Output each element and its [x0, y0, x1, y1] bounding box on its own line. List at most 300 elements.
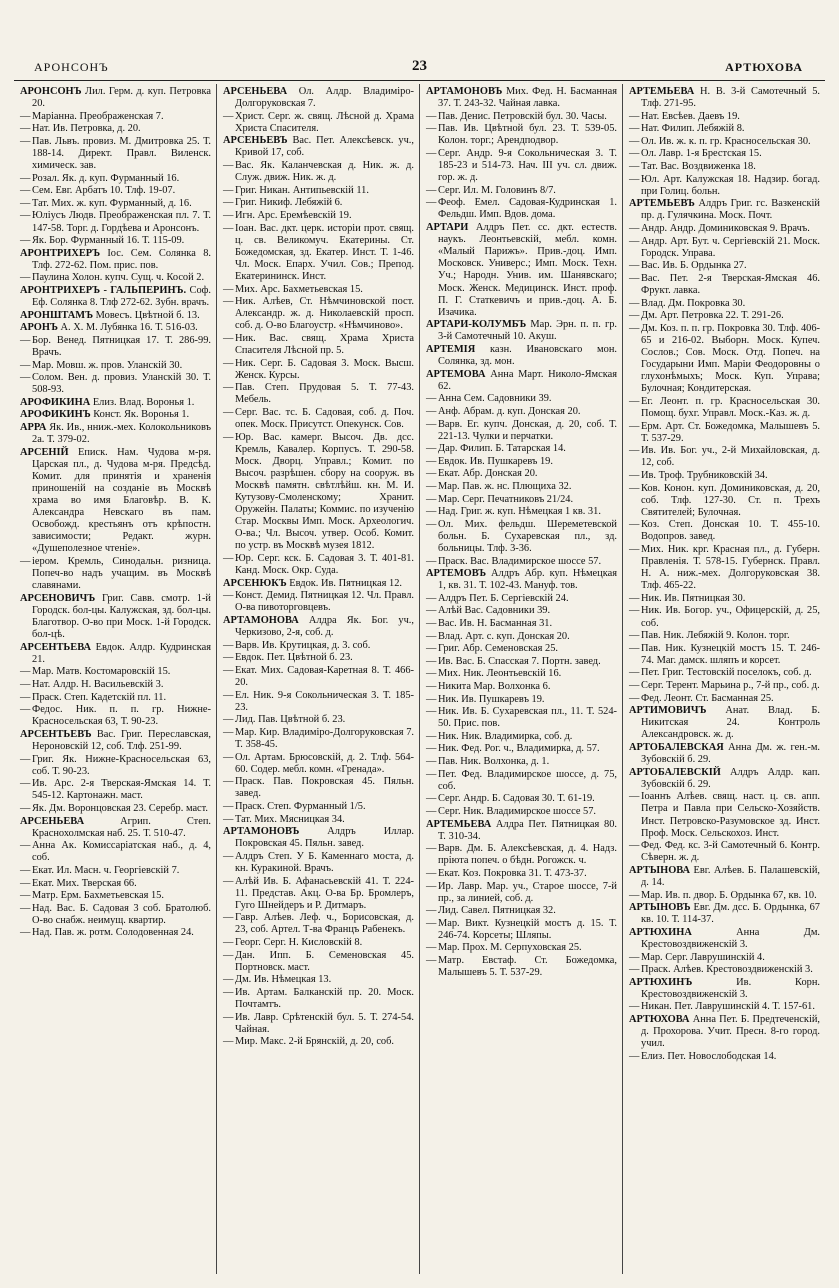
- surname-heading: АРТЕМОВЪ: [426, 568, 487, 580]
- dash-marker: —: [629, 791, 640, 803]
- directory-entry: [629, 544, 820, 592]
- dash-marker: —: [20, 753, 31, 765]
- directory-entry: [223, 801, 414, 813]
- entry-text: Евдок. Алдр. Кудринская 21.: [32, 641, 211, 665]
- running-head-right: АРТЮХОВА: [725, 60, 803, 74]
- directory-entry: [20, 803, 211, 815]
- directory-entry: [223, 333, 414, 357]
- dash-marker: —: [426, 730, 437, 742]
- dash-marker: —: [20, 185, 31, 197]
- dash-marker: —: [426, 668, 437, 680]
- directory-entry: [20, 111, 211, 123]
- directory-entry: [426, 222, 617, 319]
- entry-text: Праск. Степ. Кадетскій пл. 11.: [32, 691, 167, 703]
- directory-entry: [426, 443, 617, 455]
- entry-text: Соф. Еф. Солянка 8. Тлф 272-62. Зубн. врачъ.: [32, 285, 211, 309]
- entry-text: Федос. Ник. п. п. гр. Нижне-Красносельская 63, Т. 90-23.: [32, 704, 211, 728]
- entry-text: Мар. Матв. Костомаровскій 15.: [32, 666, 171, 678]
- entry-text: Ол. Артам. Брюсовскій, д. 2. Тлф. 564-60. Содер. мебл. комн. «Гренада».: [235, 751, 414, 775]
- directory-entry: [20, 704, 211, 728]
- directory-entry: [629, 1014, 820, 1050]
- directory-entry: [20, 729, 211, 753]
- dash-marker: —: [20, 123, 31, 135]
- column-4: [622, 84, 825, 1274]
- entry-text: Як. Ив., нниж.-мех. Колокольниковъ 2а. Т. 379-02.: [32, 422, 211, 446]
- dash-marker: —: [629, 148, 640, 160]
- dash-marker: —: [223, 639, 234, 651]
- directory-entry: [20, 447, 211, 556]
- dash-marker: —: [223, 332, 234, 344]
- entry-text: Маріанна. Преображенская 7.: [32, 110, 164, 122]
- directory-entry: [223, 727, 414, 751]
- directory-entry: [426, 519, 617, 555]
- entry-text: Ник. Ив. Б. Сухаревская пл., 11. Т. 524-50. Прис. пов.: [438, 706, 617, 730]
- entry-text: Серг. Андр. Б. Садовая 30. Т. 61-19.: [438, 793, 595, 805]
- entry-text: Ник. Серг. Б. Садовая 3. Моск. Высш. Женск. Курсы.: [235, 357, 414, 381]
- surname-heading: АРСЕНІЙ: [20, 446, 69, 458]
- entry-text: Екат. Ил. Масн. ч. Георгіевскій 7.: [32, 864, 180, 876]
- entry-text: Вас. Пет. 2-я Тверская-Ямская 46. Фрукт. лавка.: [641, 272, 820, 296]
- entry-text: Гавр. Алѣев. Леф. ч., Борисовская, д. 23, соб. Артел. Т-ва Францъ Рабенекъ.: [235, 912, 414, 936]
- dash-marker: —: [426, 592, 437, 604]
- dash-marker: —: [426, 681, 437, 692]
- directory-entry: [20, 248, 211, 272]
- entry-text: Юліусъ Людв. Преображенская пл. 7. Т. 147-58. Торг. д. Гордѣева и Аронсонъ.: [32, 210, 211, 234]
- dash-marker: —: [223, 1036, 234, 1048]
- entry-text: Ник. Ник. Владимирка, соб. д.: [438, 730, 573, 742]
- entry-text: Екат. Мих. Садовая-Каретная 8. Т. 466-20.: [235, 664, 414, 688]
- entry-text: Екат. Мих. Тверская 66.: [32, 877, 137, 889]
- entry-text: Ник. Ив. Пушкаревъ 19.: [438, 693, 545, 705]
- entry-text: Дм. Арт. Петровка 22. Т. 291-26.: [641, 310, 784, 322]
- directory-entry: [223, 296, 414, 332]
- surname-heading: АРОНСОНЪ: [20, 86, 82, 97]
- dash-marker: —: [426, 917, 437, 929]
- dash-marker: —: [426, 443, 437, 455]
- dash-marker: —: [426, 506, 437, 518]
- dash-marker: —: [629, 680, 640, 691]
- dash-marker: —: [629, 310, 640, 322]
- dash-marker: —: [223, 431, 234, 443]
- directory-entry: [629, 952, 820, 964]
- entry-text: Матр. Евстаф. Ст. Божедомка, Малышевъ 5. Т. 537-29.: [438, 955, 617, 979]
- surname-heading: АРТАМОНОВЪ: [426, 86, 503, 97]
- directory-entry: [20, 123, 211, 135]
- dash-marker: —: [426, 805, 437, 817]
- directory-entry: [223, 615, 414, 639]
- dash-marker: —: [223, 664, 234, 676]
- dash-marker: —: [223, 553, 234, 565]
- surname-heading: АРТИМОВИЧЪ: [629, 705, 707, 717]
- entry-text: Серг. Ил. М. Головинъ 8/7.: [438, 184, 556, 196]
- directory-entry: [426, 656, 617, 668]
- dash-marker: —: [20, 372, 31, 384]
- directory-entry: [223, 714, 414, 726]
- directory-entry: [223, 223, 414, 283]
- dash-marker: —: [20, 679, 31, 690]
- surname-heading: АРТАМОНОВА: [223, 615, 299, 627]
- directory-entry: [223, 210, 414, 222]
- dash-marker: —: [223, 160, 234, 172]
- directory-entry: [223, 111, 414, 135]
- directory-entry: [223, 937, 414, 949]
- entry-text: Н. В. 3-й Самотечный 5. Тлф. 271-95.: [641, 86, 820, 110]
- directory-entry: [629, 470, 820, 482]
- entry-text: Анна Пет. Б. Предтеченскій, д. Прохорова. Учит. Пресн. 8-го город. учил.: [641, 1014, 820, 1050]
- directory-entry: [20, 210, 211, 234]
- entry-text: Пав. Львъ. провиз. М. Дмитровка 25. Т. 188-14. Директ. Правл. Виленск. химическ. зав.: [32, 135, 211, 172]
- dash-marker: —: [629, 260, 640, 272]
- entry-text: Ив. Ив. Бог. уч., 2-й Михайловская, д. 12, соб.: [641, 445, 820, 469]
- directory-entry: [629, 605, 820, 629]
- dash-marker: —: [223, 110, 234, 122]
- entry-text: Ир. Лавр. Мар. уч., Старое шоссе, 7-й пр., за линией, соб. д.: [438, 880, 617, 904]
- dash-marker: —: [223, 875, 234, 887]
- entry-text: Праск. Степ. Фурманный 1/5.: [235, 800, 366, 812]
- entry-text: Нат. Филип. Лебяжій 8.: [641, 123, 745, 135]
- dash-marker: —: [629, 420, 640, 432]
- directory-entry: [426, 556, 617, 568]
- dash-marker: —: [223, 689, 234, 701]
- directory-entry: [426, 86, 617, 110]
- entry-text: Мар. Кир. Владиміро-Долгоруковская 7. Т. 358-45.: [235, 726, 414, 750]
- directory-entry: [629, 396, 820, 420]
- dash-marker: —: [426, 555, 437, 567]
- directory-entry: [426, 568, 617, 592]
- directory-entry: [426, 185, 617, 197]
- entry-text: Мар. Серг. Печатниковъ 21/24.: [438, 493, 574, 505]
- entry-text: Ол. Ив. ж. к. п. гр. Красносельская 30.: [641, 135, 811, 147]
- directory-entry: [20, 840, 211, 864]
- directory-entry: [223, 826, 414, 850]
- dash-marker: —: [426, 630, 437, 642]
- directory-entry: [20, 927, 211, 939]
- directory-entry: [629, 323, 820, 396]
- entry-text: Евг. Дм. дсс. Б. Ордынка, 67 кв. 10. Т. 114-37.: [641, 902, 820, 926]
- dash-marker: —: [426, 197, 437, 209]
- dash-marker: —: [426, 418, 437, 430]
- surname-heading: АРСЕНТЬЕВА: [20, 641, 92, 653]
- directory-entry: [426, 731, 617, 743]
- directory-entry: [20, 136, 211, 172]
- directory-entry: [629, 643, 820, 667]
- column-2: [216, 84, 419, 1274]
- entry-text: Нат. Ив. Петровка, д. 20.: [32, 123, 141, 135]
- dash-marker: —: [20, 778, 31, 790]
- entry-text: Вас. Ив. Б. Ордынка 27.: [641, 260, 747, 272]
- dash-marker: —: [629, 889, 640, 901]
- surname-heading: АРТАМОНОВЪ: [223, 826, 300, 838]
- directory-entry: [223, 814, 414, 826]
- directory-entry: [426, 643, 617, 655]
- entry-text: Серг. Андр. 9-я Сокольническая 3. Т. 185-23 и 514-73. Нач. III уч. сл. движ. гор. ж. д.: [438, 147, 617, 184]
- directory-entry: [20, 692, 211, 704]
- dash-marker: —: [20, 110, 31, 122]
- entry-text: Нат. Алдр. Н. Васильевскій 3.: [32, 679, 164, 690]
- directory-entry: [629, 86, 820, 110]
- dash-marker: —: [20, 359, 31, 371]
- entry-text: Ник. Фед. Рог. ч., Владимирка, д. 57.: [438, 743, 600, 755]
- entry-text: Дар. Филип. Б. Татарская 14.: [438, 443, 566, 455]
- dash-marker: —: [20, 802, 31, 814]
- entry-text: Игн. Арс. Еремѣевскій 19.: [235, 209, 352, 221]
- entry-text: Серг. Вас. тс. Б. Садовая, соб. д. Поч. опек. Моск. Присутст. Опекунск. Сов.: [235, 406, 414, 431]
- directory-entry: [223, 987, 414, 1011]
- directory-entry: [426, 605, 617, 617]
- entry-text: Праск. Пав. Покровская 45. Пяльн. завед.: [235, 776, 414, 800]
- dash-marker: —: [426, 455, 437, 467]
- dash-marker: —: [629, 667, 640, 679]
- entry-text: Алдръ Абр. куп. Нѣмецкая 1, кв. 31. Т. 102-43. Мануф. тов.: [438, 568, 617, 592]
- entry-text: Алдръ Пет. сс. дкт. естеств. наукъ. Леонтьевскій, мебл. комн. «Малый Парижъ». Прив.-доц. Имп. Московск. Универс.; Имп. Моск. Техн. Уч.; Народн. Унив. им. Шанявскаго; Моск. Женск. Медицинск. Инст. проф. П. Г. Статкевичъ и прив.-доц. А. Б. Изачика.: [438, 222, 617, 318]
- entry-text: Алдръ Иллар. Покровская 45. Пяльн. завед.: [235, 826, 414, 850]
- entry-text: Іоан. Вас. дкт. церк. исторіи прот. свящ. ц. св. Великомуч. Екатерины. Ст. Божедомская, зд. Екатер. Инст. Т. 1-46. Чл. Моск. Епарх. Учил. Сов.; Препод. Екатерининск. Инст.: [235, 222, 414, 282]
- dash-marker: —: [20, 197, 31, 209]
- entry-text: Евдок. Ив. Пятницкая 12.: [286, 577, 402, 589]
- directory-entry: [426, 344, 617, 368]
- directory-entry: [20, 890, 211, 902]
- directory-entry: [20, 397, 211, 409]
- directory-entry: [223, 1036, 414, 1048]
- surname-heading: АРТАРИ: [426, 222, 469, 234]
- dash-marker: —: [426, 605, 437, 617]
- directory-entry: [426, 942, 617, 954]
- entry-text: Дм. Ив. Нѣмецкая 13.: [235, 974, 332, 986]
- entry-text: Ив. Троф. Трубниковскій 34.: [641, 469, 768, 481]
- directory-entry: [20, 778, 211, 802]
- directory-entry: [223, 665, 414, 689]
- directory-entry: [223, 578, 414, 590]
- entry-text: Алдръ Пет. Б. Сергіевскій 24.: [438, 592, 569, 604]
- directory-entry: [629, 693, 820, 705]
- entry-text: Мих. Арс. Бахметьевская 15.: [235, 283, 363, 295]
- entry-text: Варв. Дм. Б. Алексѣевская, д. 4. Надз. пріюта попеч. о бѣдн. Рогожск. ч.: [438, 843, 617, 867]
- surname-heading: АРТЫНОВЪ: [629, 902, 691, 914]
- entry-text: Як. Бор. Фурманный 16. Т. 115-09.: [32, 235, 185, 247]
- entry-text: Паулина Холон. купч. Сущ. ч. Косой 2.: [32, 272, 205, 284]
- dash-marker: —: [223, 800, 234, 812]
- dash-marker: —: [223, 357, 234, 369]
- dash-marker: —: [629, 951, 640, 963]
- entry-text: Юр. Вас. камерг. Высоч. Дв. дсс. Кремль, Кавалер. Корпусъ. Т. 290-58. Моск. Дворц. Управл.; Комит. по Высоч. разрѣшен. сбору на сооруж. въ Москвѣ памятн. свѣтлѣйш. кн. М. И. Кутузову-Смоленскому; Хранит. Оружейн. Палаты; Коммис. по изученію Стар. Москвы Имп. Моск. Археологич. О-ва.; Чл. Высоч. утвер. Особ. Комит. по устр. въ Москвѣ музея 1812.: [235, 431, 414, 552]
- directory-entry: [426, 681, 617, 693]
- directory-entry: [20, 235, 211, 247]
- entry-text: Евдок. Пет. Цвѣтной б. 23.: [235, 652, 353, 664]
- dash-marker: —: [426, 756, 437, 768]
- directory-entry: [20, 422, 211, 446]
- dash-marker: —: [426, 743, 437, 755]
- dash-marker: —: [426, 643, 437, 655]
- entry-text: Мих. Ник. крг. Красная пл., д. Губерн. Правленія. Т. 578-15. Губернск. Правл. Н. А. ниж.-мех. Долгоруковская 38. Тлф. 465-22.: [641, 543, 820, 592]
- entry-text: Анф. Абрам. д. куп. Донская 20.: [438, 405, 581, 417]
- directory-entry: [426, 506, 617, 518]
- surname-heading: АРТЮХИНА: [629, 926, 692, 938]
- dash-marker: —: [223, 974, 234, 986]
- directory-entry: [20, 865, 211, 877]
- entry-text: Дм. Коз. п. п. гр. Покровка 30. Тлф. 406-65 и 216-02. Выборн. Моск. Купеч. Сослов.; Сов. Моск. Отд. Попеч. на Государыни Имп. Маріи Феодоровны о глухонѣмыхъ; Моск. Куп. Управа; Булочная; Кондитерская.: [641, 322, 820, 395]
- entry-text: Анна Сем. Садовники 39.: [438, 393, 552, 405]
- page-header: [14, 58, 825, 78]
- dash-marker: —: [20, 877, 31, 889]
- dash-marker: —: [20, 172, 31, 184]
- directory-entry: [629, 123, 820, 135]
- entry-text: Григ. Никиф. Лебяжій 6.: [235, 197, 343, 209]
- entry-text: Вас. Пет. Алексѣевск. уч., Кривой 17, соб.: [235, 135, 414, 159]
- entry-text: Ол. Алдр. Владиміро-Долгоруковская 7.: [235, 86, 414, 110]
- directory-entry: [426, 769, 617, 793]
- directory-entry: [20, 322, 211, 334]
- dash-marker: —: [20, 691, 31, 703]
- entry-text: Ерм. Арт. Ст. Божедомка, Малышевъ 5. Т. 537-29.: [641, 420, 820, 444]
- dash-marker: —: [629, 543, 640, 555]
- directory-entry: [426, 819, 617, 843]
- entry-text: Пав. Ник. Волхонка, д. 1.: [438, 756, 550, 768]
- entry-text: Анна Дм. ж. ген.-м. Зубовскій б. 29.: [641, 741, 820, 766]
- surname-heading: АРТЮХИНЪ: [629, 976, 693, 988]
- directory-entry: [20, 285, 211, 309]
- surname-heading: АРТАРИ-КОЛУМБЪ: [426, 319, 527, 331]
- dash-marker: —: [629, 135, 640, 147]
- dash-marker: —: [223, 714, 234, 726]
- entry-text: Лид. Савел. Пятницкая 32.: [438, 905, 556, 917]
- directory-entry: [426, 456, 617, 468]
- directory-entry: [20, 878, 211, 890]
- entry-text: Екат. Абр. Донская 20.: [438, 468, 538, 480]
- entry-text: Андр. Арт. Бут. ч. Сергіевскій 21. Моск. Городск. Управа.: [641, 235, 820, 259]
- entry-text: казн. Ивановскаго мон. Солянка, зд. мон.: [438, 343, 617, 368]
- directory-entry: [629, 742, 820, 766]
- dash-marker: —: [629, 519, 640, 531]
- dash-marker: —: [629, 173, 640, 185]
- dash-marker: —: [629, 297, 640, 309]
- dash-marker: —: [426, 493, 437, 505]
- dash-marker: —: [426, 468, 437, 480]
- entry-text: Евг. Алѣев. Б. Палашевскій, д. 14.: [641, 864, 820, 888]
- entry-text: Варв. Ег. купч. Донская, д. 20, соб. Т. 221-13. Чулки и перчатки.: [438, 418, 617, 442]
- surname-heading: АРОНЪ: [20, 322, 58, 334]
- directory-entry: [426, 593, 617, 605]
- directory-entry: [20, 272, 211, 284]
- dash-marker: —: [426, 693, 437, 705]
- entry-text: Ив. Вас. Б. Спасская 7. Портн. завед.: [438, 655, 601, 667]
- directory-entry: [20, 86, 211, 110]
- entry-text: Пав. Денис. Петровскій бул. 30. Часы.: [438, 110, 607, 122]
- dash-marker: —: [426, 655, 437, 667]
- directory-entry: [426, 468, 617, 480]
- entry-text: Ег. Леонт. п. гр. Красносельская 30. Помощ. бухг. Управл. Моск.-Каз. ж. д.: [641, 395, 820, 419]
- dash-marker: —: [629, 395, 640, 407]
- dash-marker: —: [223, 1011, 234, 1023]
- dash-marker: —: [223, 590, 234, 602]
- entry-text: Ив. Корн. Крестовоздвиженскій 3.: [641, 976, 820, 1000]
- entry-text: Іоаннъ Алѣев. свящ. наст. ц. св. апп. Петра и Павла при Сельско-Хозяйств. Инст. Петровско-Разумовское зд. Инст. Проф. Моск. Сельскохоз. Инст.: [641, 791, 820, 839]
- directory-entry: [426, 631, 617, 643]
- entry-text: Никан. Пет. Лаврушинскій 4. Т. 157-61.: [641, 1001, 815, 1013]
- directory-entry: [223, 950, 414, 974]
- dash-marker: —: [426, 123, 437, 135]
- entry-text: Влад. Дм. Покровка 30.: [641, 297, 746, 309]
- dash-marker: —: [426, 393, 437, 405]
- entry-text: Лид. Пав. Цвѣтной б. 23.: [235, 714, 346, 726]
- entry-text: Алѣй Вас. Садовники 39.: [438, 605, 551, 617]
- entry-text: Елиз. Влад. Воронья 1.: [90, 396, 195, 408]
- directory-entry: [629, 445, 820, 469]
- entry-text: Тат. Вас. Воздвиженка 18.: [641, 161, 756, 173]
- directory-entry: [629, 667, 820, 679]
- dash-marker: —: [20, 666, 31, 678]
- directory-entry: [20, 754, 211, 778]
- directory-entry: [426, 868, 617, 880]
- directory-entry: [426, 618, 617, 630]
- directory-entry: [223, 407, 414, 431]
- entry-text: Еписк. Нам. Чудова м-ря. Царская пл., д. Чудова м-ря. Предсѣд. Комит. для принятія и храненія приношеній на созданіе въ Москвѣ храма во имя Благовѣр. В. К. Александра Невскаго въ пам. Освобожд. крестьянъ отъ крѣпостн. зависимости; Редакт. журн. «Душеполезное чтеніе».: [32, 446, 211, 555]
- entry-text: Мовесъ. Цвѣтной б. 13.: [93, 309, 200, 321]
- directory-entry: [426, 806, 617, 818]
- entry-text: Пав. Ник. Кузнецкій мостъ 15. Т. 246-74. Маг. дамск. шляпъ и корсет.: [641, 642, 820, 666]
- directory-entry: [223, 432, 414, 553]
- entry-text: Григ. Савв. смотр. 1-й Городск. бол-цы. Калужская, зд. бол-цы. Благотвор. О-во при Моск. 1-й Городск. бол-цѣ.: [32, 592, 211, 641]
- dash-marker: —: [223, 209, 234, 221]
- surname-heading: АРСЕНЬЕВА: [20, 815, 85, 827]
- directory-entry: [426, 843, 617, 867]
- entry-text: Мар. Ив. п. двор. Б. Ордынка 67, кв. 10.: [641, 889, 817, 901]
- directory-entry: [20, 642, 211, 666]
- dash-marker: —: [629, 1001, 640, 1013]
- entry-text: Конст. Як. Воронья 1.: [90, 409, 190, 421]
- entry-text: Ив. Арс. 2-я Тверская-Ямская 14. Т. 545-12. Картонажн. маст.: [32, 778, 211, 802]
- directory-entry: [223, 690, 414, 714]
- entry-text: Юл. Арт. Калужская 18. Надзир. богад. при Голиц. больн.: [641, 173, 820, 197]
- directory-entry: [223, 135, 414, 159]
- entry-text: Солом. Вен. д. провиз. Уланскій 30. Т. 508-93.: [32, 372, 211, 396]
- entry-text: Георг. Серг. Н. Кисловскій 8.: [235, 936, 363, 948]
- directory-entry: [629, 273, 820, 297]
- directory-entry: [629, 148, 820, 160]
- entry-text: Мар. Серг. Лаврушинскій 4.: [641, 951, 765, 963]
- entry-text: Фед. Леонт. Ст. Басманная 25.: [641, 692, 774, 704]
- dash-marker: —: [629, 592, 640, 604]
- entry-text: Ков. Конон. куп. Доминиковская, д. 20, соб. Тлф. 127-30. Ст. п. Трехъ Святителей; Булочная.: [641, 482, 820, 518]
- directory-entry: [426, 197, 617, 221]
- dash-marker: —: [20, 556, 31, 568]
- dash-marker: —: [223, 222, 234, 234]
- directory-entry: [223, 590, 414, 614]
- dash-marker: —: [20, 272, 31, 284]
- directory-entry: [20, 198, 211, 210]
- dash-marker: —: [426, 768, 437, 780]
- dash-marker: —: [223, 726, 234, 738]
- entry-text: Тат. Мих. Мясницкая 34.: [235, 813, 345, 825]
- entry-text: Над. Григ. ж. куп. Нѣмецкая 1 кв. 31.: [438, 506, 601, 518]
- entry-text: Анна Март. Николо-Ямская 62.: [438, 368, 617, 392]
- entry-text: іером. Кремль, Синодальн. ризница. Попеч-во надъ учащим. въ Москвѣ славянами.: [32, 556, 211, 592]
- entry-text: Алдръ Алдр. кап. Зубовскій б. 29.: [641, 766, 820, 790]
- directory-entry: [426, 905, 617, 917]
- directory-entry: [629, 483, 820, 519]
- dash-marker: —: [223, 912, 234, 924]
- surname-heading: АРТЫНОВА: [629, 864, 691, 876]
- entry-text: Ник. Ив. Пятницкая 30.: [641, 592, 746, 604]
- directory-entry: [629, 791, 820, 839]
- entry-text: Пет. Григ. Тестовскій поселокъ, соб. д.: [641, 667, 812, 679]
- dash-marker: —: [223, 751, 234, 763]
- surname-heading: АРТЕМЬЕВА: [426, 818, 492, 830]
- directory-entry: [223, 912, 414, 936]
- dash-marker: —: [223, 283, 234, 295]
- directory-entry: [629, 902, 820, 926]
- surname-heading: АРОФИКИНА: [20, 396, 91, 408]
- directory-entry: [223, 851, 414, 875]
